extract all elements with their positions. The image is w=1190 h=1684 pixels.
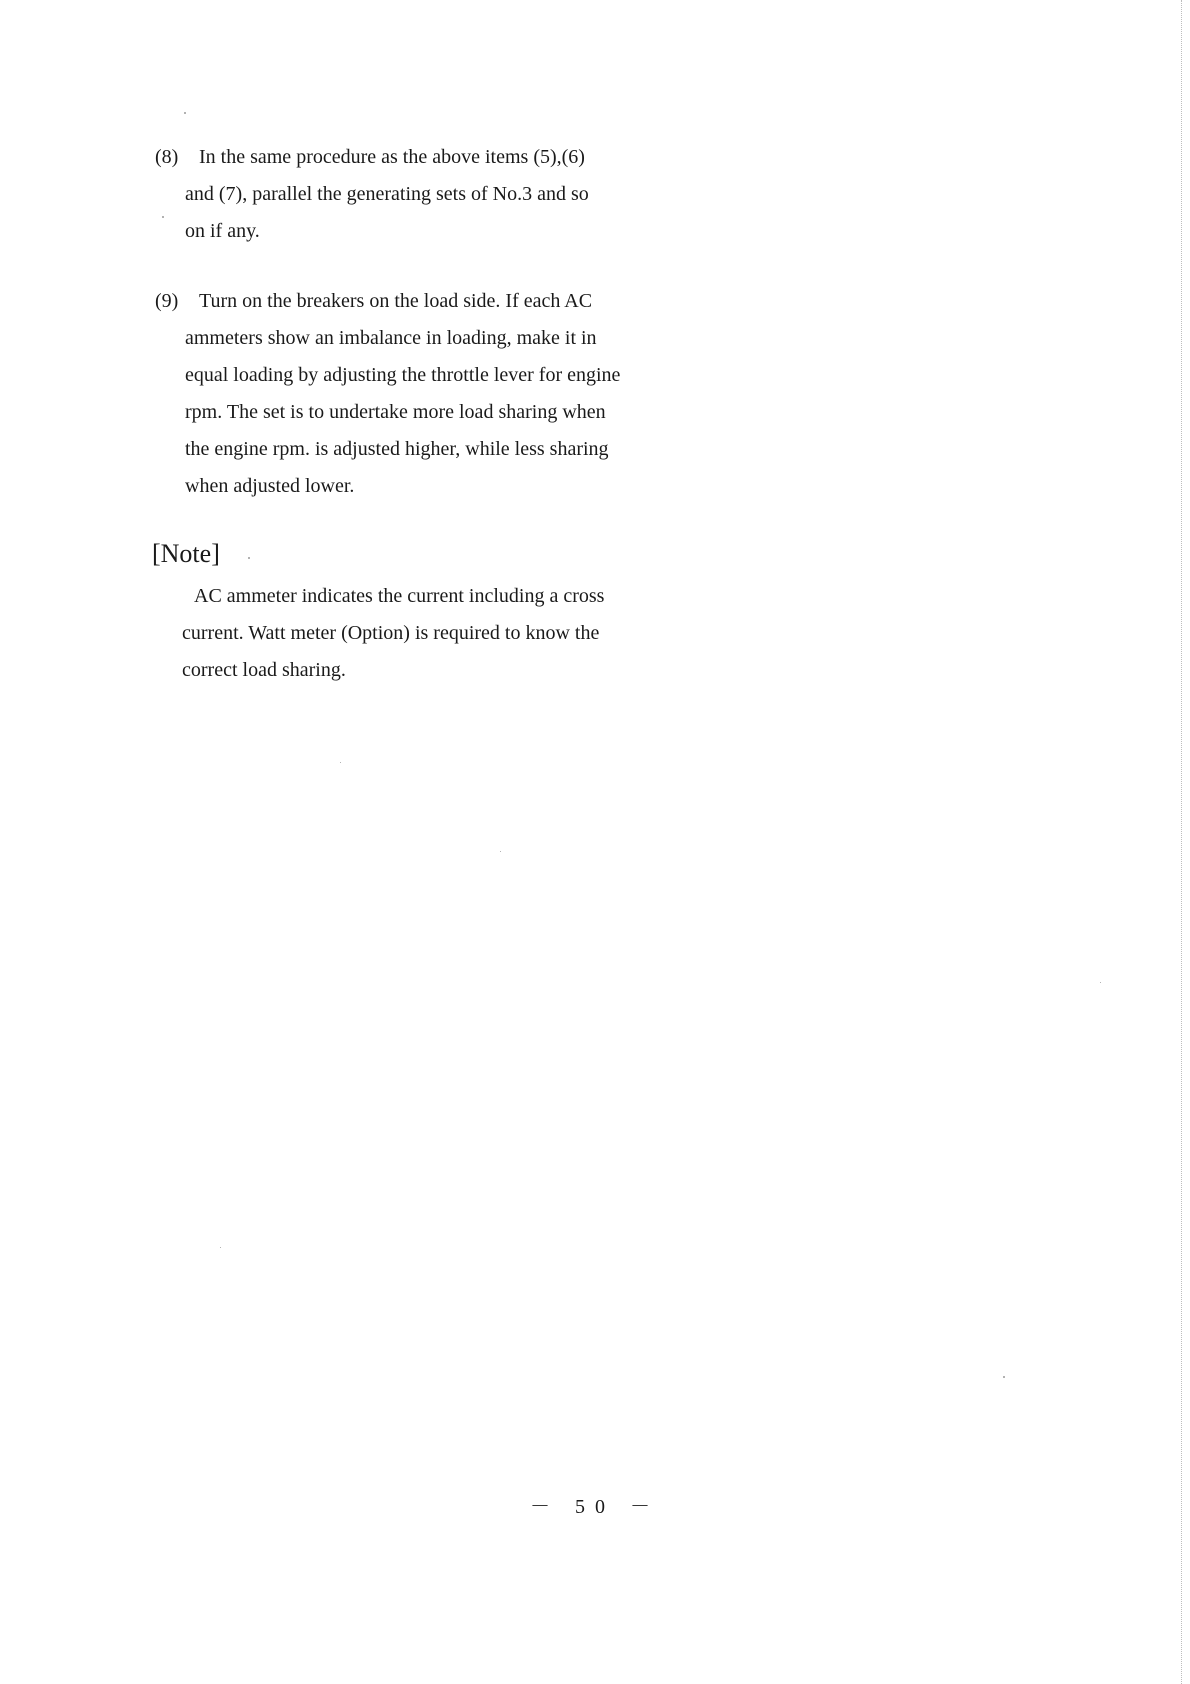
scan-speck bbox=[162, 216, 164, 218]
item-number: (9) bbox=[155, 290, 179, 312]
item-line: and (7), parallel the generating sets of No.3 and so bbox=[185, 183, 589, 205]
item-text bbox=[185, 139, 715, 250]
note-line: current. Watt meter (Option) is required to know the bbox=[182, 622, 600, 644]
item-line: on if any. bbox=[185, 220, 260, 242]
scan-speck bbox=[220, 1247, 221, 1248]
list-item-8 bbox=[155, 139, 715, 250]
item-line: equal loading by adjusting the throttle lever for engine bbox=[185, 364, 621, 386]
note-heading: [Note] bbox=[152, 539, 220, 568]
item-number: (8) bbox=[155, 146, 179, 168]
scan-speck bbox=[248, 557, 250, 559]
item-line: ammeters show an imbalance in loading, make it in bbox=[185, 327, 597, 349]
item-line: In the same procedure as the above items (5),(6) bbox=[199, 146, 585, 168]
page-number: － 50 － bbox=[530, 1496, 660, 1518]
note-line: correct load sharing. bbox=[182, 659, 346, 681]
item-text bbox=[185, 283, 715, 505]
note-text bbox=[182, 578, 742, 689]
scan-speck bbox=[184, 112, 186, 114]
scan-speck bbox=[1100, 982, 1101, 983]
scan-speck bbox=[1003, 1376, 1005, 1378]
item-line: Turn on the breakers on the load side. If each AC bbox=[199, 290, 593, 312]
item-line: the engine rpm. is adjusted higher, while less sharing bbox=[185, 438, 609, 460]
scan-edge-line bbox=[1181, 0, 1182, 1684]
item-line: when adjusted lower. bbox=[185, 475, 355, 497]
item-line: rpm. The set is to undertake more load sharing when bbox=[185, 401, 606, 423]
scan-speck bbox=[500, 851, 501, 852]
list-item-9 bbox=[155, 283, 715, 505]
scan-speck bbox=[340, 762, 341, 763]
note-line: AC ammeter indicates the current including a cross bbox=[194, 585, 605, 607]
